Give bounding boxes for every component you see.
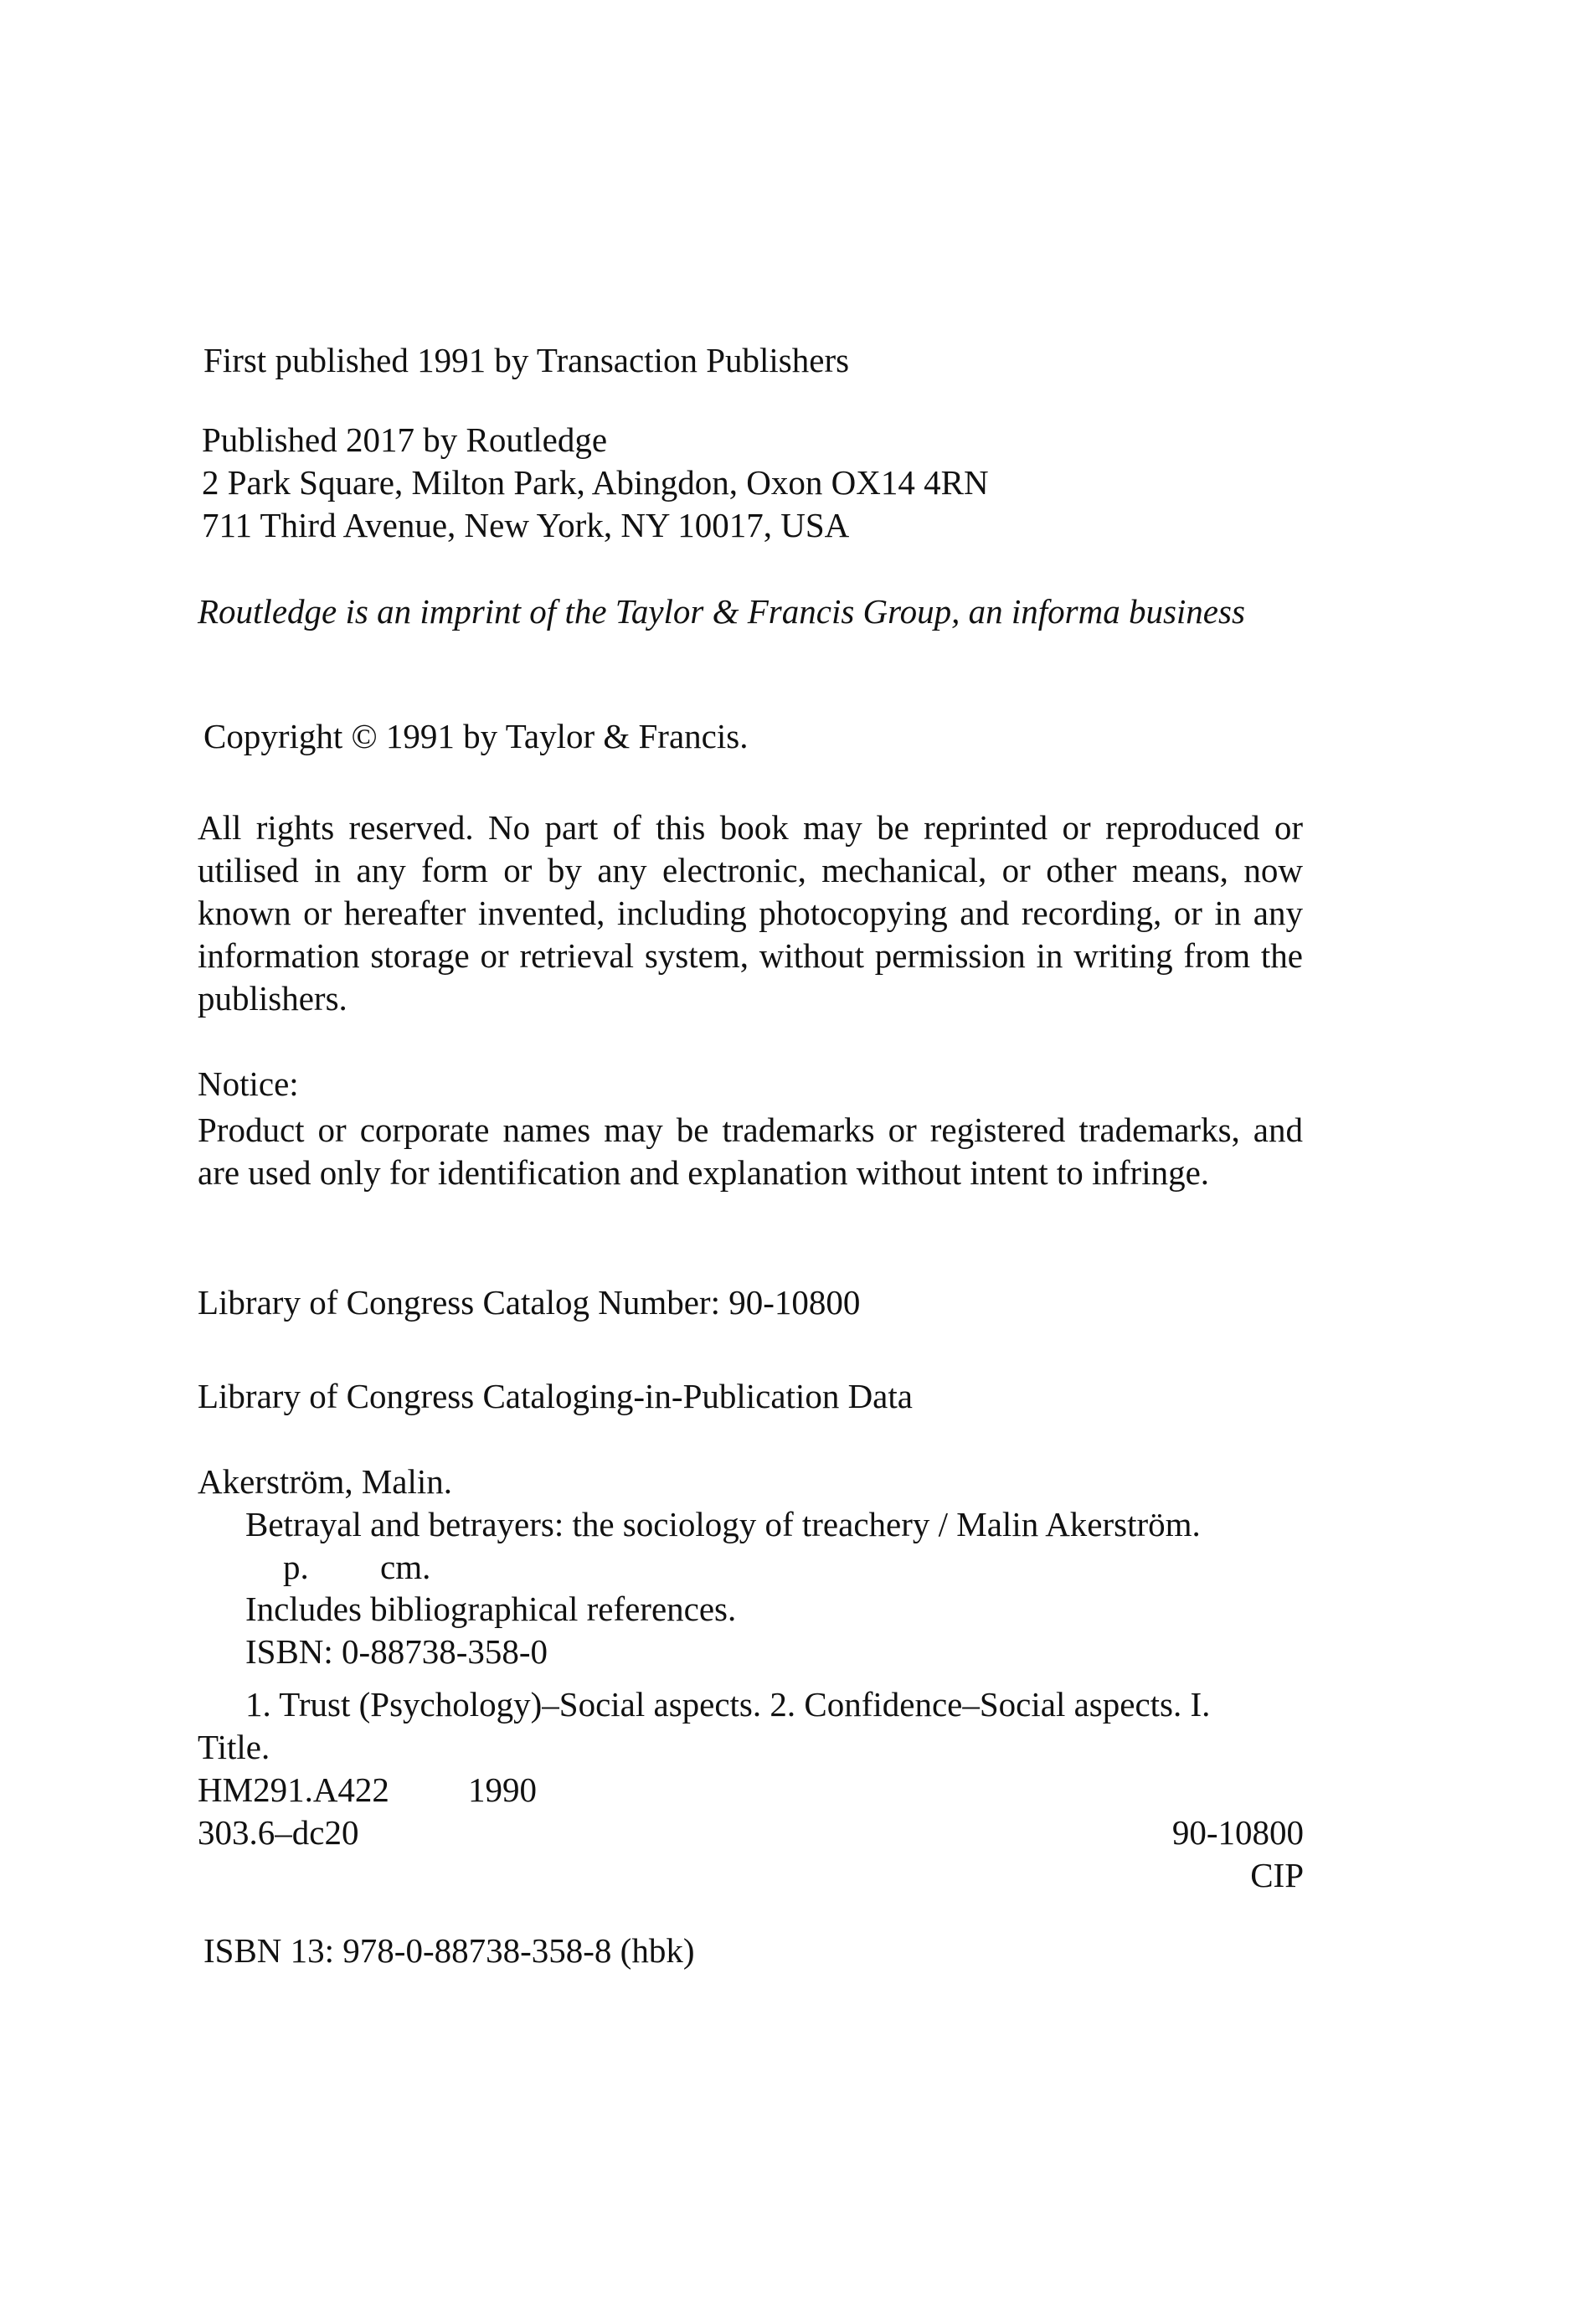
cip-lc-class: HM291.A422 [198, 1770, 389, 1809]
isbn13-line: ISBN 13: 978-0-88738-358-8 (hbk) [203, 1931, 695, 1970]
cip-author: Akerström, Malin. [198, 1462, 453, 1501]
cip-subjects-continued: Title. [198, 1728, 270, 1766]
cip-bibliography: Includes bibliographical references. [245, 1590, 737, 1628]
imprint-statement: Routledge is an imprint of the Taylor & Francis Group, an informa business [198, 592, 1245, 631]
cip-year: 1990 [468, 1770, 537, 1809]
cip-label: CIP [1250, 1856, 1304, 1894]
cip-heading: Library of Congress Cataloging-in-Publication Data [198, 1377, 913, 1415]
cip-lccn: 90-10800 [1171, 1813, 1304, 1852]
first-published-line: First published 1991 by Transaction Publishers [203, 341, 850, 379]
loc-catalog-number: Library of Congress Catalog Number: 90-10800 [198, 1283, 861, 1322]
cip-size: cm. [380, 1548, 431, 1586]
publisher-address-us: 711 Third Avenue, New York, NY 10017, USA [202, 506, 850, 544]
cip-subjects: 1. Trust (Psychology)–Social aspects. 2. Confidence–Social aspects. I. [245, 1685, 1211, 1724]
rights-paragraph: All rights reserved. No part of this book may be reprinted or reproduced or utilised in any form or by any electronic, mechanical, or other means, now known or hereafter invented, including photocopying and recording, or in any information storage or retrieval system, without permission in writing from the publishers. [198, 808, 1303, 1018]
cip-isbn: ISBN: 0-88738-358-0 [245, 1632, 548, 1671]
cip-pages: p. [283, 1548, 309, 1586]
cip-dewey: 303.6–dc20 [198, 1813, 359, 1852]
notice-heading: Notice: [198, 1064, 299, 1103]
notice-text: Product or corporate names may be trademarks or registered trademarks, and are used only for identification and explanation without intent to infringe. [198, 1110, 1303, 1192]
published-by-line: Published 2017 by Routledge [202, 420, 608, 459]
cip-title-line: Betrayal and betrayers: the sociology of treachery / Malin Akerström. [245, 1505, 1201, 1543]
publisher-address-uk: 2 Park Square, Milton Park, Abingdon, Oxon OX14 4RN [202, 463, 989, 502]
copyright-line: Copyright © 1991 by Taylor & Francis. [203, 717, 749, 755]
